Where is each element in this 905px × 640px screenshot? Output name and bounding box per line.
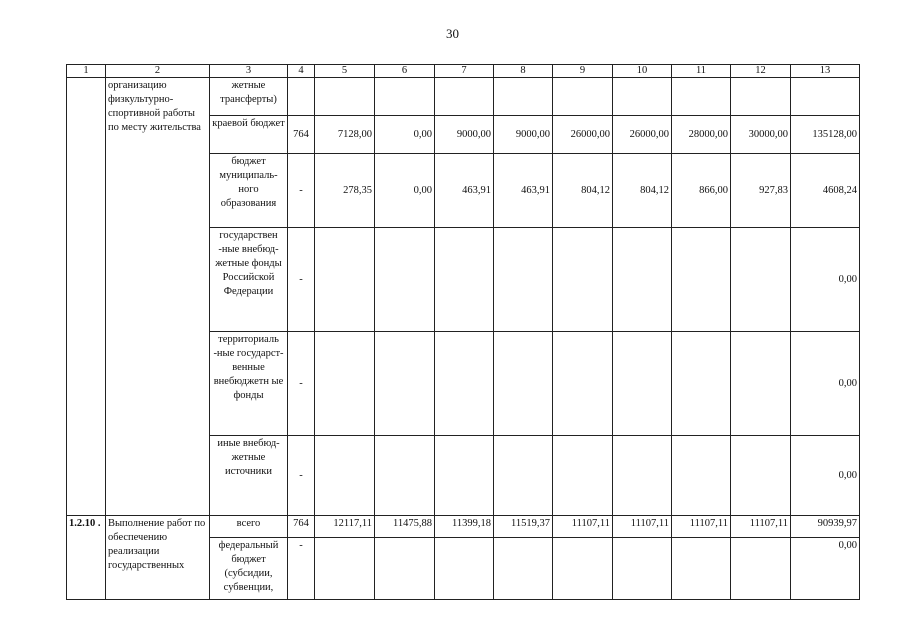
column-number: 11 (672, 65, 731, 78)
budget-table (66, 64, 860, 600)
value-cell (672, 436, 731, 516)
budget-code: - (288, 332, 315, 436)
value-cell (375, 538, 435, 600)
value-cell: 0,00 (791, 538, 860, 600)
value-cell (375, 78, 435, 116)
value-cell (613, 538, 672, 600)
value-cell (731, 332, 791, 436)
value-cell: 11519,37 (494, 516, 553, 538)
value-cell (435, 538, 494, 600)
page-number: 30 (446, 26, 459, 41)
value-cell: 0,00 (791, 436, 860, 516)
budget-code: - (288, 538, 315, 600)
value-cell: 12117,11 (315, 516, 375, 538)
value-cell: 11107,11 (672, 516, 731, 538)
value-cell (613, 228, 672, 332)
value-cell (494, 332, 553, 436)
value-cell: 463,91 (435, 154, 494, 228)
value-cell: 9000,00 (435, 116, 494, 154)
value-cell (553, 538, 613, 600)
value-cell (613, 436, 672, 516)
value-cell: 0,00 (375, 154, 435, 228)
budget-code: - (288, 436, 315, 516)
value-cell (375, 332, 435, 436)
funding-source: краевой бюджет (210, 116, 288, 154)
funding-source: всего (210, 516, 288, 538)
value-cell (553, 332, 613, 436)
value-cell: 26000,00 (613, 116, 672, 154)
value-cell (791, 78, 860, 116)
value-cell: 866,00 (672, 154, 731, 228)
value-cell (375, 436, 435, 516)
value-cell (553, 228, 613, 332)
value-cell (672, 78, 731, 116)
column-number: 8 (494, 65, 553, 78)
column-number: 1 (67, 65, 106, 78)
value-cell: 28000,00 (672, 116, 731, 154)
value-cell (672, 332, 731, 436)
value-cell: 0,00 (375, 116, 435, 154)
funding-source: иные внебюд-жетные источники (210, 436, 288, 516)
column-number: 10 (613, 65, 672, 78)
value-cell (435, 332, 494, 436)
budget-code: 764 (288, 116, 315, 154)
value-cell: 135128,00 (791, 116, 860, 154)
value-cell (613, 78, 672, 116)
column-number-row (67, 65, 860, 78)
funding-source: федеральный бюджет (субсидии, субвенции, (210, 538, 288, 600)
value-cell: 0,00 (791, 332, 860, 436)
value-cell (435, 436, 494, 516)
value-cell (613, 332, 672, 436)
value-cell (553, 436, 613, 516)
value-cell: 9000,00 (494, 116, 553, 154)
value-cell: 90939,97 (791, 516, 860, 538)
value-cell (494, 538, 553, 600)
value-cell: 11399,18 (435, 516, 494, 538)
value-cell: 7128,00 (315, 116, 375, 154)
funding-source: территориаль -ные государст-венные внебюджетн ые фонды (210, 332, 288, 436)
value-cell (435, 78, 494, 116)
budget-code: - (288, 228, 315, 332)
value-cell (315, 332, 375, 436)
value-cell (494, 436, 553, 516)
value-cell: 278,35 (315, 154, 375, 228)
value-cell: 11475,88 (375, 516, 435, 538)
value-cell: 26000,00 (553, 116, 613, 154)
column-number: 5 (315, 65, 375, 78)
value-cell: 804,12 (553, 154, 613, 228)
activity-name: Выполнение работ по обеспечению реализации государственных (106, 516, 210, 600)
value-cell (375, 228, 435, 332)
budget-code (288, 78, 315, 116)
value-cell (494, 78, 553, 116)
value-cell: 463,91 (494, 154, 553, 228)
value-cell (315, 228, 375, 332)
table-row (67, 78, 860, 116)
column-number: 13 (791, 65, 860, 78)
value-cell (315, 78, 375, 116)
value-cell: 927,83 (731, 154, 791, 228)
value-cell (731, 78, 791, 116)
value-cell (315, 538, 375, 600)
value-cell: 804,12 (613, 154, 672, 228)
funding-source: жетные трансферты) (210, 78, 288, 116)
column-number: 12 (731, 65, 791, 78)
funding-source: бюджет муниципаль-ного образования (210, 154, 288, 228)
value-cell: 0,00 (791, 228, 860, 332)
value-cell: 11107,11 (613, 516, 672, 538)
column-number: 3 (210, 65, 288, 78)
value-cell: 4608,24 (791, 154, 860, 228)
row-number-cell (67, 78, 106, 516)
value-cell (731, 228, 791, 332)
value-cell: 11107,11 (553, 516, 613, 538)
value-cell: 30000,00 (731, 116, 791, 154)
value-cell (731, 538, 791, 600)
column-number: 9 (553, 65, 613, 78)
value-cell: 11107,11 (731, 516, 791, 538)
column-number: 4 (288, 65, 315, 78)
column-number: 6 (375, 65, 435, 78)
value-cell (731, 436, 791, 516)
budget-code: - (288, 154, 315, 228)
value-cell (315, 436, 375, 516)
funding-source: государствен -ные внебюд-жетные фонды Российской Федерации (210, 228, 288, 332)
value-cell (494, 228, 553, 332)
value-cell (435, 228, 494, 332)
activity-name: организацию физкультурно-спортивной работы по месту жительства (106, 78, 210, 516)
table-row (67, 516, 860, 538)
budget-code: 764 (288, 516, 315, 538)
row-number: 1.2.10 . (67, 516, 106, 600)
value-cell (553, 78, 613, 116)
value-cell (672, 228, 731, 332)
column-number: 7 (435, 65, 494, 78)
column-number: 2 (106, 65, 210, 78)
value-cell (672, 538, 731, 600)
